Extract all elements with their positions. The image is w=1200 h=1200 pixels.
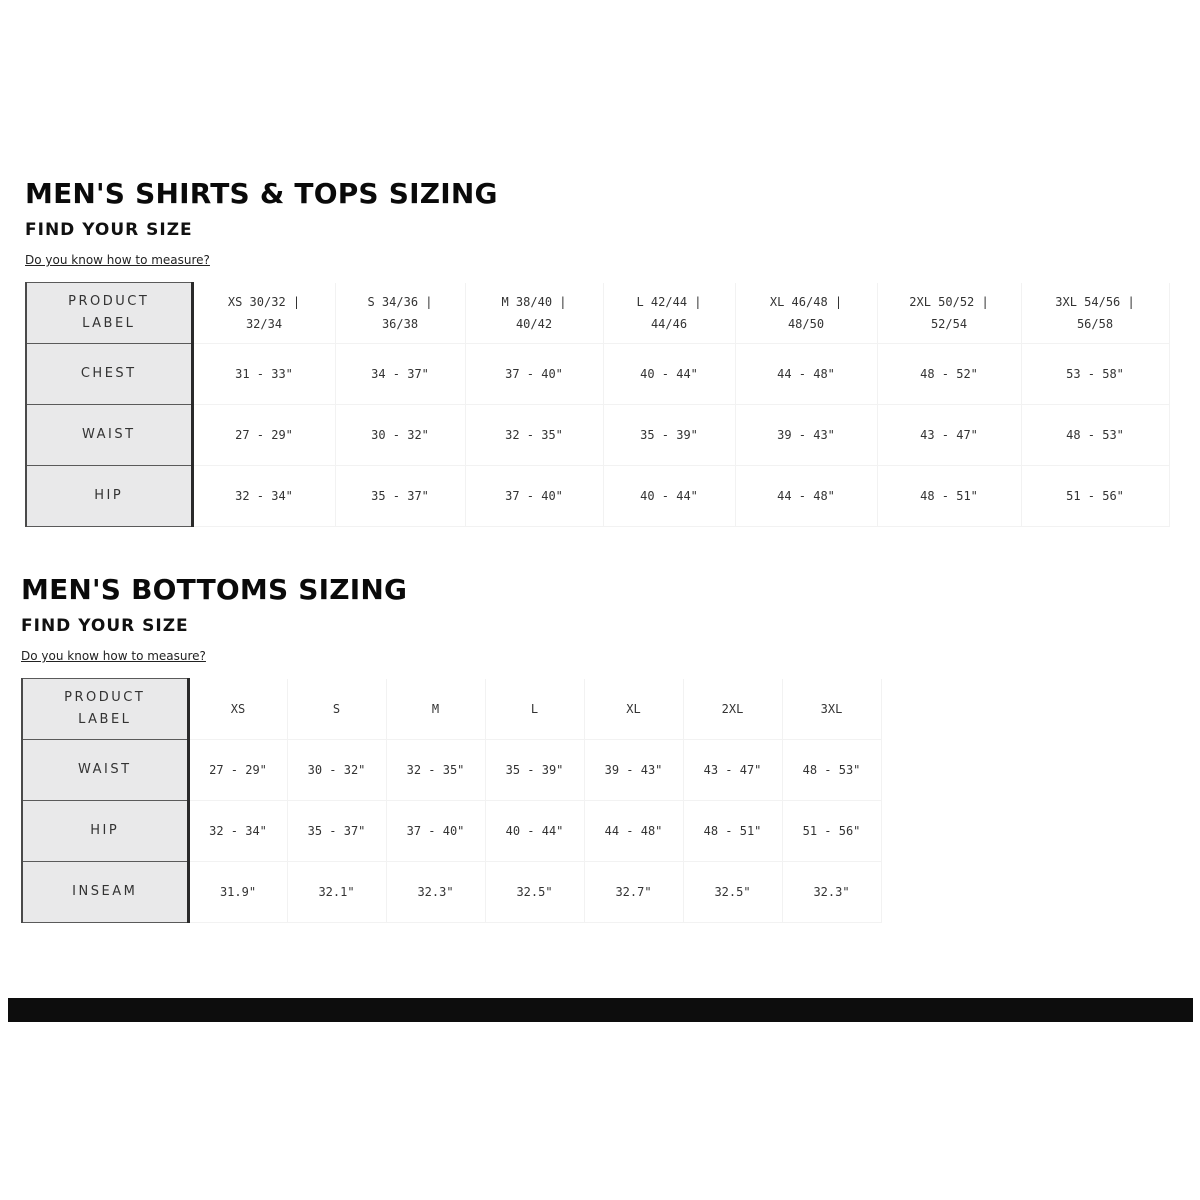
size-header-cell: M	[386, 679, 485, 740]
table-cell: 40 - 44"	[485, 801, 584, 862]
size-table	[25, 282, 1170, 527]
table-row	[26, 283, 1169, 344]
bottoms-sizing-section	[21, 566, 882, 923]
table-cell: 31.9"	[188, 862, 287, 923]
table-cell: 27 - 29"	[188, 740, 287, 801]
row-label: HIP	[26, 466, 192, 527]
size-header-cell: L 42/44 | 44/46	[603, 283, 735, 344]
section-title: MEN'S BOTTOMS SIZING	[21, 573, 408, 606]
table-row	[26, 344, 1169, 405]
table-cell: 53 - 58"	[1021, 344, 1169, 405]
table-cell: 43 - 47"	[877, 405, 1021, 466]
size-header-cell: 2XL	[683, 679, 782, 740]
table-cell: 32.7"	[584, 862, 683, 923]
row-label: PRODUCT LABEL	[22, 679, 188, 740]
how-to-measure-link[interactable]: Do you know how to measure?	[25, 253, 210, 267]
table-cell: 48 - 51"	[683, 801, 782, 862]
table-cell: 32.3"	[782, 862, 881, 923]
row-label: HIP	[22, 801, 188, 862]
how-to-measure-link[interactable]: Do you know how to measure?	[21, 649, 206, 663]
table-cell: 39 - 43"	[735, 405, 877, 466]
table-row	[26, 405, 1169, 466]
row-label: CHEST	[26, 344, 192, 405]
table-cell: 34 - 37"	[335, 344, 465, 405]
size-header-cell: L	[485, 679, 584, 740]
row-label: INSEAM	[22, 862, 188, 923]
table-cell: 48 - 52"	[877, 344, 1021, 405]
table-cell: 44 - 48"	[735, 344, 877, 405]
size-header-cell: S 34/36 | 36/38	[335, 283, 465, 344]
table-cell: 32.3"	[386, 862, 485, 923]
table-cell: 31 - 33"	[192, 344, 335, 405]
table-cell: 32.5"	[683, 862, 782, 923]
table-cell: 44 - 48"	[584, 801, 683, 862]
footer-bar	[8, 998, 1193, 1022]
size-table	[21, 678, 882, 923]
table-cell: 35 - 37"	[335, 466, 465, 527]
size-header-cell: XS	[188, 679, 287, 740]
shirts-sizing-section	[25, 170, 1170, 527]
table-row	[22, 679, 881, 740]
size-header-cell: XS 30/32 | 32/34	[192, 283, 335, 344]
table-row	[22, 740, 881, 801]
table-cell: 40 - 44"	[603, 344, 735, 405]
table-cell: 48 - 51"	[877, 466, 1021, 527]
table-cell: 32 - 35"	[465, 405, 603, 466]
table-cell: 37 - 40"	[386, 801, 485, 862]
table-cell: 51 - 56"	[782, 801, 881, 862]
size-header-cell: M 38/40 | 40/42	[465, 283, 603, 344]
table-cell: 48 - 53"	[782, 740, 881, 801]
row-label: PRODUCT LABEL	[26, 283, 192, 344]
find-your-size-heading: FIND YOUR SIZE	[21, 616, 189, 636]
table-row	[22, 862, 881, 923]
table-cell: 40 - 44"	[603, 466, 735, 527]
table-cell: 32 - 34"	[188, 801, 287, 862]
table-cell: 35 - 39"	[603, 405, 735, 466]
size-header-cell: 3XL	[782, 679, 881, 740]
table-row	[22, 801, 881, 862]
table-cell: 30 - 32"	[335, 405, 465, 466]
table-cell: 44 - 48"	[735, 466, 877, 527]
section-title: MEN'S SHIRTS & TOPS SIZING	[25, 177, 498, 210]
row-label: WAIST	[22, 740, 188, 801]
table-cell: 37 - 40"	[465, 344, 603, 405]
table-cell: 32 - 34"	[192, 466, 335, 527]
size-header-cell: XL	[584, 679, 683, 740]
table-cell: 43 - 47"	[683, 740, 782, 801]
table-cell: 37 - 40"	[465, 466, 603, 527]
table-cell: 35 - 39"	[485, 740, 584, 801]
size-header-cell: S	[287, 679, 386, 740]
table-cell: 32.5"	[485, 862, 584, 923]
table-cell: 39 - 43"	[584, 740, 683, 801]
table-cell: 30 - 32"	[287, 740, 386, 801]
table-cell: 32.1"	[287, 862, 386, 923]
table-cell: 32 - 35"	[386, 740, 485, 801]
size-header-cell: 2XL 50/52 | 52/54	[877, 283, 1021, 344]
size-header-cell: XL 46/48 | 48/50	[735, 283, 877, 344]
table-cell: 35 - 37"	[287, 801, 386, 862]
table-cell: 51 - 56"	[1021, 466, 1169, 527]
table-cell: 27 - 29"	[192, 405, 335, 466]
table-row	[26, 466, 1169, 527]
size-header-cell: 3XL 54/56 | 56/58	[1021, 283, 1169, 344]
row-label: WAIST	[26, 405, 192, 466]
table-cell: 48 - 53"	[1021, 405, 1169, 466]
find-your-size-heading: FIND YOUR SIZE	[25, 220, 193, 240]
